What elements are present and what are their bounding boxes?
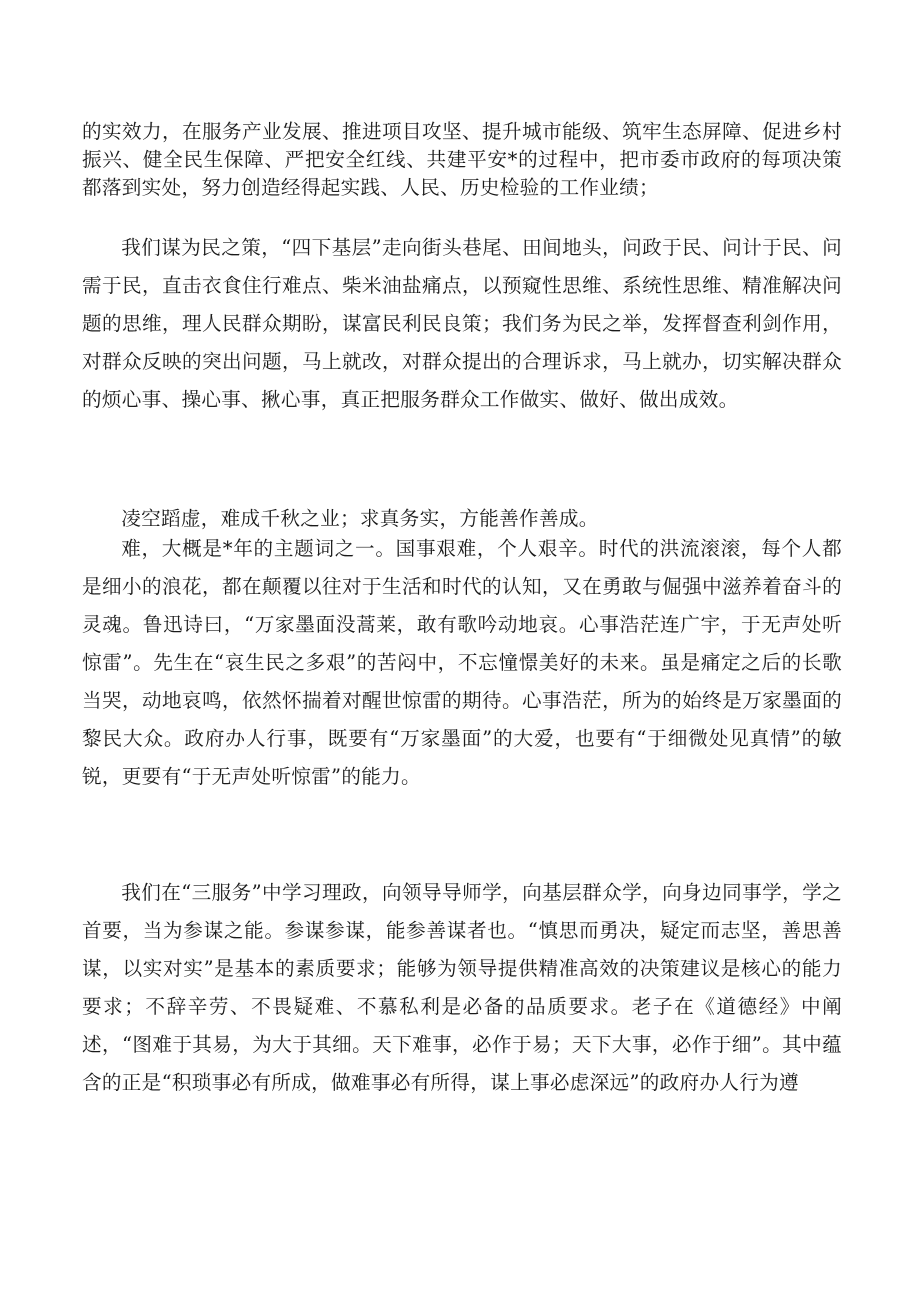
paragraph-continuation: 的实效力，在服务产业发展、推进项目攻坚、提升城市能级、筑牢生态屏障、促进乡村振兴、健全民生保障、严把安全红线、共建平安*的过程中，把市委市政府的每项决策都落到实处，努力创造经得起实践、人民、历史检验的工作业绩；: [82, 120, 842, 199]
paragraph-pragmatism: 凌空蹈虚，难成千秋之业；求真务实，方能善作善成。: [121, 507, 599, 530]
paragraph-difficulty: 难，大概是*年的主题词之一。国事艰难，个人艰辛。时代的洪流滚滚，每个人都是细小的浪花，都在颠覆以往对于生活和时代的认知，又在勇敢与倔强中滋养着奋斗的灵魂。鲁迅诗曰，“万家墨面没蒿莱，敢有歌吟动地哀。心事浩茫连广宇，于无声处听惊雷”。先生在“哀生民之多艰”的苦闷中，不忘憧憬美好的未来。虽是痛定之后的长歌当哭，动地哀鸣，依然怀揣着对醒世惊雷的期待。心事浩茫，所为的始终是万家墨面的黎民大众。政府办人行事，既要有“万家墨面”的大爱，也要有“于细微处见真情”的敏锐，更要有“于无声处听惊雷”的能力。: [82, 537, 842, 788]
paragraph-serve-people: 我们谋为民之策，“四下基层”走向街头巷尾、田间地头，问政于民、问计于民、问需于民，直击衣食住行难点、柴米油盐痛点，以预窥性思维、系统性思维、精准解决问题的思维，理人民群众期盼，谋富民利民良策；我们务为民之举，发挥督查利剑作用，对群众反映的突出问题，马上就改，对群众提出的合理诉求，马上就办，切实解决群众的烦心事、操心事、揪心事，真正把服务群众工作做实、做好、做出成效。: [82, 236, 842, 411]
paragraph-three-services: 我们在“三服务”中学习理政，向领导导师学，向基层群众学，向身边同事学，学之首要，当为参谋之能。参谋参谋，能参善谋者也。“慎思而勇决，疑定而志坚，善思善谋，以实对实”是基本的素质要求；能够为领导提供精准高效的决策建议是核心的能力要求；不辞辛劳、不畏疑难、不慕私利是必备的品质要求。老子在《道德经》中阐述，“图难于其易，为大于其细。天下难事，必作于易；天下大事，必作于细”。其中蕴含的正是“积琐事必有所成，做难事必有所得，谋上事必虑深远”的政府办人行为遵: [82, 881, 842, 1094]
